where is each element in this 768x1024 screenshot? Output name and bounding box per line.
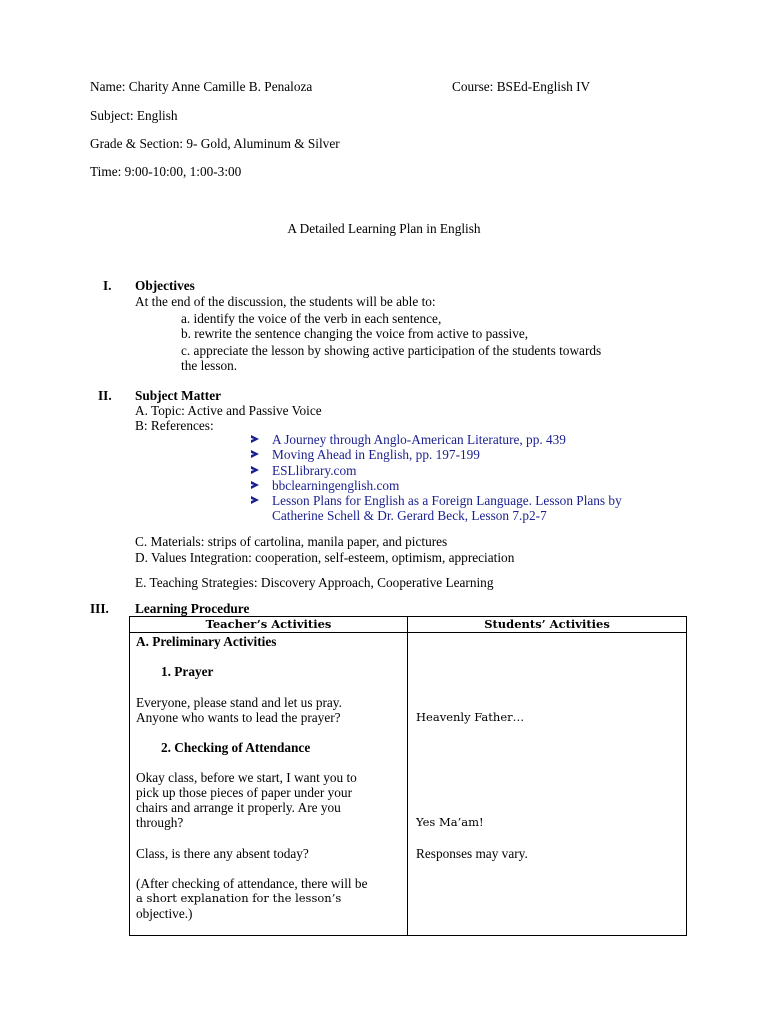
objectives-heading: Objectives <box>135 278 195 293</box>
materials: C. Materials: strips of cartolina, manila paper, and pictures <box>135 534 448 549</box>
teacher-column-header: Teacher’s Activities <box>130 617 408 633</box>
reference-item: bbclearningenglish.com <box>272 478 400 493</box>
prayer-line: Everyone, please stand and let us pray. <box>136 695 342 710</box>
arrow-bullet-icon <box>251 450 259 458</box>
reference-item: Moving Ahead in English, pp. 197-199 <box>272 447 480 462</box>
arrow-bullet-icon <box>251 481 259 489</box>
note-line: (After checking of attendance, there will be <box>136 876 368 891</box>
objective-item: b. rewrite the sentence changing the voice from active to passive, <box>181 326 529 341</box>
arrow-bullet-icon <box>251 435 259 443</box>
subject: Subject: English <box>90 108 178 123</box>
students-activities-cell <box>408 633 687 936</box>
preliminary-heading: A. Preliminary Activities <box>136 634 277 649</box>
attendance-line: pick up those pieces of paper under your <box>136 785 353 800</box>
objectives-intro: At the end of the discussion, the students will be able to: <box>135 294 436 309</box>
grade-section: Grade & Section: 9- Gold, Aluminum & Silver <box>90 136 340 151</box>
arrow-bullet-icon <box>251 466 259 474</box>
prayer-heading: 1. Prayer <box>161 664 214 679</box>
references-label: B: References: <box>135 418 214 433</box>
absent-question: Class, is there any absent today? <box>136 846 309 861</box>
subject-matter-heading: Subject Matter <box>135 388 222 403</box>
attendance-heading: 2. Checking of Attendance <box>161 740 311 755</box>
objective-item: a. identify the voice of the verb in each sentence, <box>181 311 442 326</box>
student-responses: Responses may vary. <box>416 846 528 861</box>
topic: A. Topic: Active and Passive Voice <box>135 403 322 418</box>
procedure-heading: Learning Procedure <box>135 601 250 616</box>
table-row <box>130 633 687 936</box>
page-title: A Detailed Learning Plan in English <box>287 221 481 236</box>
values-integration: D. Values Integration: cooperation, self-esteem, optimism, appreciation <box>135 550 515 565</box>
prayer-line: Anyone who wants to lead the prayer? <box>136 710 341 725</box>
procedure-numeral: III. <box>90 601 109 616</box>
objective-item: the lesson. <box>181 358 238 373</box>
subject-matter-numeral: II. <box>98 388 112 403</box>
activities-table <box>129 616 687 936</box>
reference-item: A Journey through Anglo-American Literature, pp. 439 <box>272 432 566 447</box>
course: Course: BSEd-English IV <box>452 79 591 94</box>
attendance-line: through? <box>136 815 184 830</box>
reference-item: ESLlibrary.com <box>272 463 357 478</box>
student-yes: Yes Ma’am! <box>416 815 484 829</box>
teaching-strategies: E. Teaching Strategies: Discovery Approach, Cooperative Learning <box>135 575 494 590</box>
objective-item: c. appreciate the lesson by showing active participation of the students towards <box>181 343 602 358</box>
student-prayer: Heavenly Father… <box>416 710 525 724</box>
student-name: Name: Charity Anne Camille B. Penaloza <box>90 79 313 94</box>
objectives-numeral: I. <box>103 278 112 293</box>
note-line: objective.) <box>136 906 193 921</box>
attendance-line: Okay class, before we start, I want you to <box>136 770 357 785</box>
reference-item: Lesson Plans for English as a Foreign Language. Lesson Plans by <box>272 493 622 508</box>
students-column-header: Students’ Activities <box>408 617 687 633</box>
time: Time: 9:00-10:00, 1:00-3:00 <box>90 164 242 179</box>
table-header-row <box>130 617 687 633</box>
arrow-bullet-icon <box>251 496 259 504</box>
attendance-line: chairs and arrange it properly. Are you <box>136 800 341 815</box>
reference-item-continued: Catherine Schell & Dr. Gerard Beck, Lesson 7.p2-7 <box>272 508 547 523</box>
teacher-activities-cell <box>130 633 408 936</box>
note-line: a short explanation for the lesson’s <box>136 891 342 905</box>
